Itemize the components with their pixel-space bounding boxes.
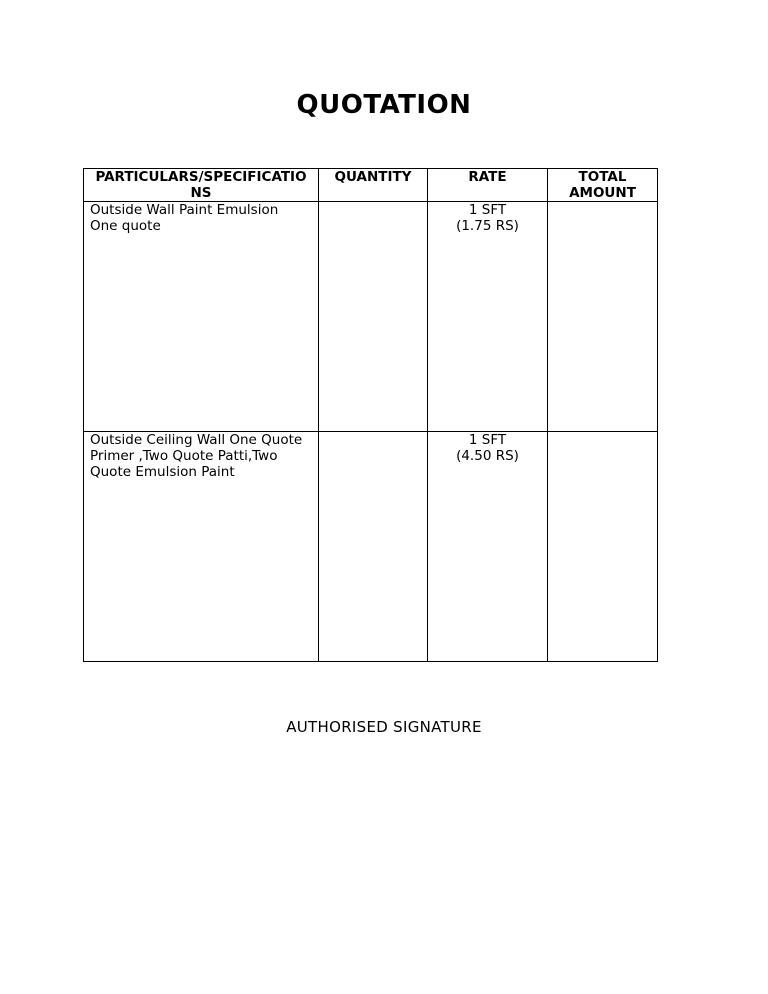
header-rate: RATE bbox=[428, 169, 548, 202]
description-line: Primer ,Two Quote Patti,Two bbox=[90, 448, 278, 464]
rate-price: (1.75 RS) bbox=[456, 218, 519, 234]
table-row bbox=[84, 202, 658, 432]
row-total bbox=[548, 432, 658, 662]
row-quantity bbox=[319, 432, 428, 662]
row-description bbox=[84, 202, 319, 432]
row-description bbox=[84, 432, 319, 662]
header-total-line1: TOTAL bbox=[578, 169, 627, 185]
header-particulars: PARTICULARS/SPECIFICATIONS bbox=[84, 169, 319, 202]
row-quantity bbox=[319, 202, 428, 432]
header-total-amount bbox=[548, 169, 658, 202]
row-total bbox=[548, 202, 658, 432]
description-line: Outside Ceiling Wall One Quote bbox=[90, 432, 303, 448]
description-line: One quote bbox=[90, 218, 161, 234]
rate-unit: 1 SFT bbox=[468, 202, 507, 218]
rate-unit: 1 SFT bbox=[468, 432, 507, 448]
description-line: Quote Emulsion Paint bbox=[90, 464, 235, 480]
table-row bbox=[84, 432, 658, 662]
header-total-line2: AMOUNT bbox=[569, 185, 636, 201]
header-quantity: QUANTITY bbox=[319, 169, 428, 202]
description-line: Outside Wall Paint Emulsion bbox=[90, 202, 279, 218]
row-rate bbox=[428, 432, 548, 662]
authorised-signature-label: AUTHORISED SIGNATURE bbox=[286, 718, 482, 736]
document-title: QUOTATION bbox=[296, 90, 472, 120]
quotation-table bbox=[83, 168, 658, 662]
row-rate bbox=[428, 202, 548, 432]
table-header-row bbox=[84, 169, 658, 202]
rate-price: (4.50 RS) bbox=[456, 448, 519, 464]
